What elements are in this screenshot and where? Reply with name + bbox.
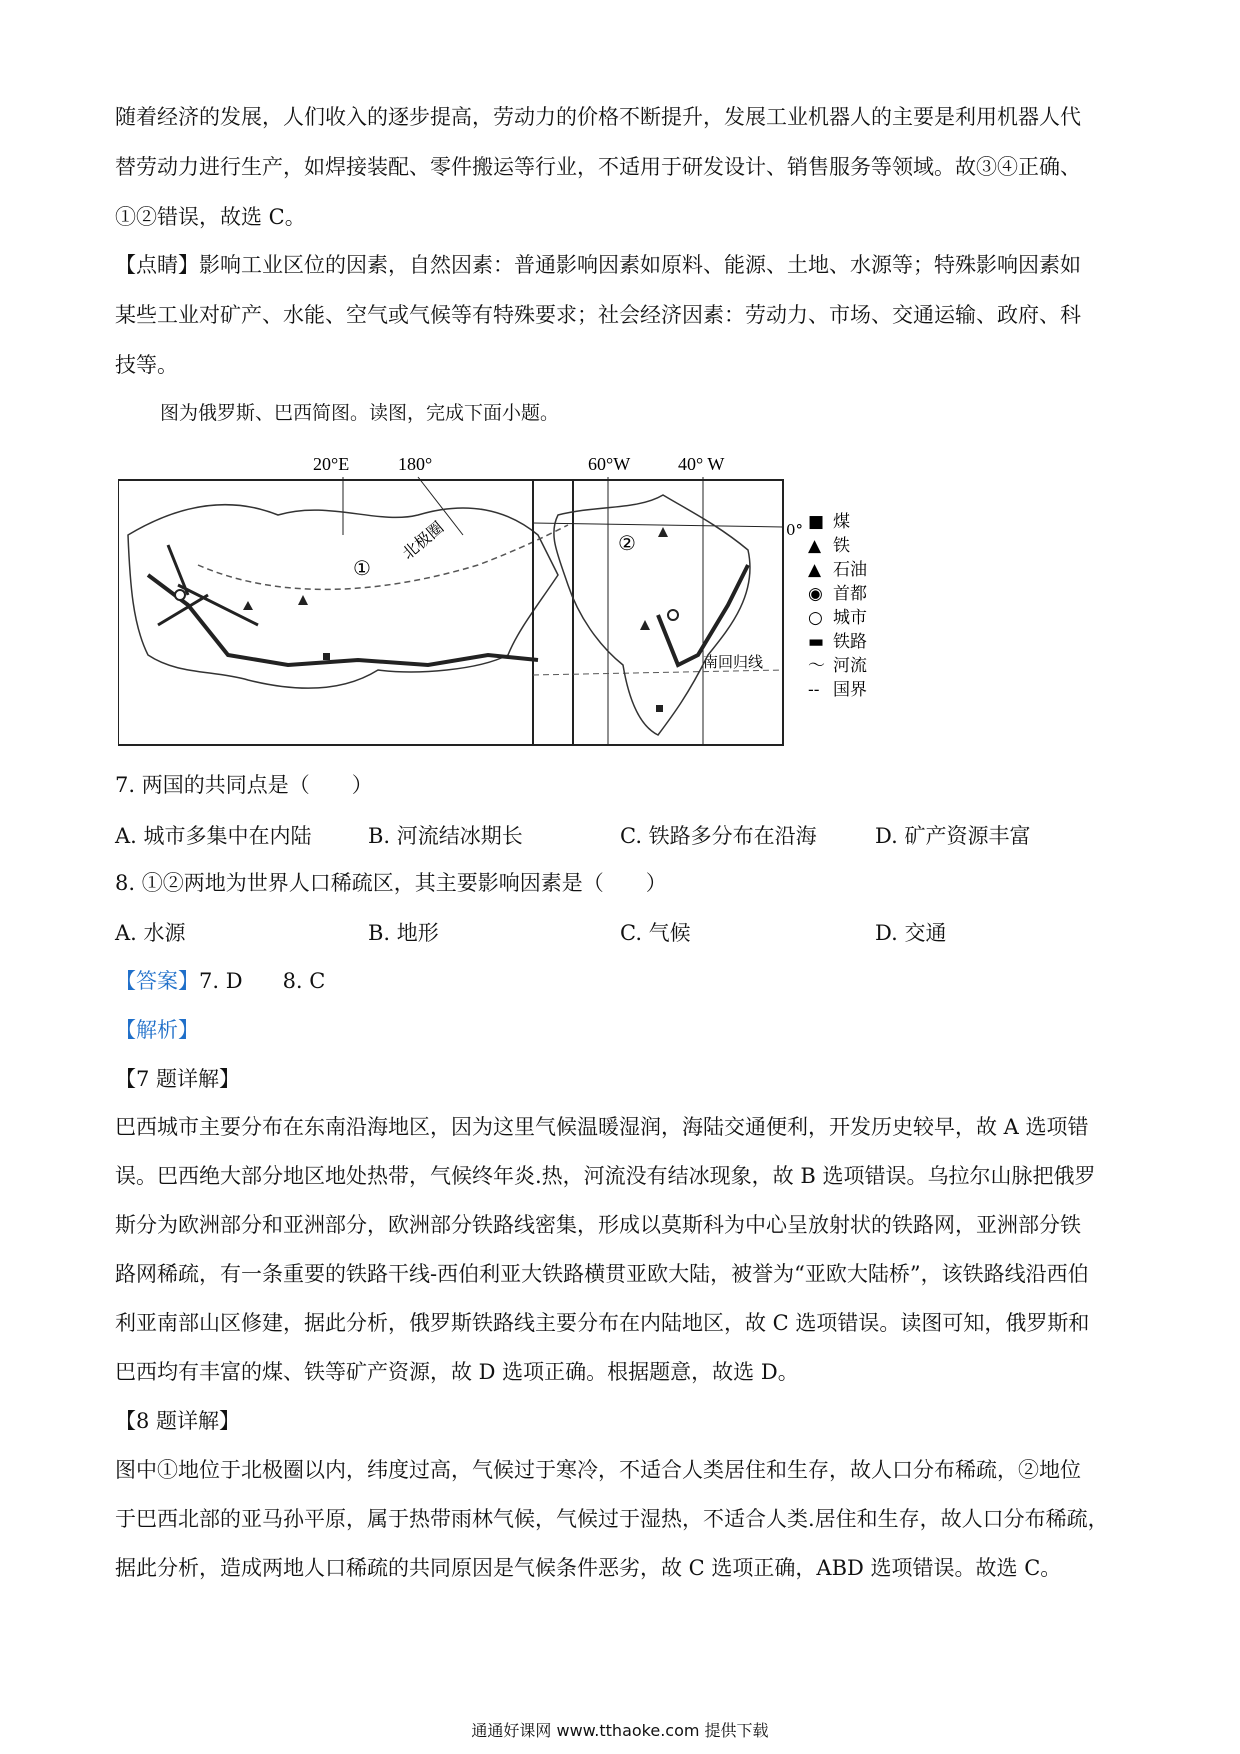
legend-symbol-border: -- bbox=[808, 680, 820, 700]
label-arctic-circle: 北极圈 bbox=[398, 517, 448, 564]
text-line: ①②错误，故选 C。 bbox=[115, 205, 306, 229]
q8-option-d: D. 交通 bbox=[875, 921, 947, 945]
dianjing-section bbox=[115, 250, 1125, 400]
q8-stem: 8. ①②两地为世界人口稀疏区，其主要影响因素是（ ） bbox=[115, 871, 667, 895]
text-line: 巴西城市主要分布在东南沿海地区，因为这里气候温暖湿润，海陆交通便利，开发历史较早，故 A 选项错 bbox=[115, 1115, 1089, 1139]
q7-option-a: A. 城市多集中在内陆 bbox=[115, 824, 312, 848]
dianjing-label: 【点睛】 bbox=[115, 253, 199, 277]
legend-label-border: 国界 bbox=[833, 680, 867, 700]
text-line: 某些工业对矿产、水能、空气或气候等有特殊要求；社会经济因素：劳动力、市场、交通运输、政府、科 bbox=[115, 303, 1081, 327]
moscow-capital-icon bbox=[175, 590, 185, 600]
iron-icon bbox=[243, 601, 253, 610]
q8-detail-title: 【8 题详解】 bbox=[115, 1409, 241, 1433]
top-paragraph bbox=[115, 102, 1125, 252]
q8-option-c: C. 气候 bbox=[620, 921, 691, 945]
text-line: 路网稀疏，有一条重要的铁路干线-西伯利亚大铁路横贯亚欧大陆，被誉为“亚欧大陆桥”，该铁路线沿西伯 bbox=[115, 1262, 1089, 1286]
label-equator: 0° bbox=[786, 521, 804, 539]
label-circle-2: ② bbox=[618, 531, 636, 555]
label-circle-1: ① bbox=[353, 556, 371, 580]
footer-watermark: 通通好课网 www.tthaoke.com 提供下载 bbox=[471, 1721, 769, 1740]
legend-symbol-city: ○ bbox=[808, 608, 823, 628]
text-line: 于巴西北部的亚马孙平原，属于热带雨林气候，气候过于湿热，不适合人类.居住和生存，故人口分布稀疏， bbox=[115, 1507, 1109, 1531]
answer-8: 8. C bbox=[282, 969, 326, 993]
text-line: 巴西均有丰富的煤、铁等矿产资源，故 D 选项正确。根据题意，故选 D。 bbox=[115, 1360, 799, 1384]
text-line: 影响工业区位的因素，自然因素：普通影响因素如原料、能源、土地、水源等；特殊影响因素如 bbox=[199, 253, 1081, 277]
legend-symbol-oil: ▲ bbox=[808, 560, 822, 580]
brazil-tick-60w: 60°W bbox=[588, 455, 631, 474]
q8-option-b: B. 地形 bbox=[368, 921, 439, 945]
legend-symbol-coal: ■ bbox=[808, 512, 825, 532]
answer-line bbox=[115, 966, 1125, 996]
legend-label-capital: 首都 bbox=[833, 584, 867, 604]
legend-label-railway: 铁路 bbox=[833, 632, 867, 652]
text-line: 图中①地位于北极圈以内，纬度过高，气候过于寒冷，不适合人类居住和生存，故人口分布稀疏，②地位 bbox=[115, 1458, 1081, 1482]
brazil-tick-40w: 40° W bbox=[678, 455, 725, 474]
text-line: 误。巴西绝大部分地区地处热带，气候终年炎.热，河流没有结冰现象，故 B 选项错误。乌拉尔山脉把俄罗 bbox=[115, 1164, 1096, 1188]
dianjing-line-1 bbox=[115, 250, 1125, 300]
coal-icon bbox=[323, 653, 330, 660]
text-line: 据此分析，造成两地人口稀疏的共同原因是气候条件恶劣，故 C 选项正确，ABD 选项错误。故选 C。 bbox=[115, 1556, 1062, 1580]
legend-symbol-railway: ▬ bbox=[808, 632, 825, 652]
coal-icon bbox=[656, 705, 663, 712]
text-line: 技等。 bbox=[115, 353, 178, 377]
brasilia-capital-icon bbox=[668, 610, 678, 620]
map-intro: 图为俄罗斯、巴西简图。读图，完成下面小题。 bbox=[160, 402, 560, 424]
russia-tick-20e: 20°E bbox=[313, 455, 350, 474]
q7-option-b: B. 河流结冰期长 bbox=[368, 824, 523, 848]
text-line: 利亚南部山区修建，据此分析，俄罗斯铁路线主要分布在内陆地区，故 C 选项错误。读图可知，俄罗斯和 bbox=[115, 1311, 1090, 1335]
russia-brazil-map bbox=[118, 455, 978, 755]
jiexi-heading: 【解析】 bbox=[115, 1018, 199, 1042]
european-railways bbox=[158, 545, 258, 625]
legend-symbol-river: 〜 bbox=[808, 656, 825, 676]
text-line: 斯分为欧洲部分和亚洲部分，欧洲部分铁路线密集，形成以莫斯科为中心呈放射状的铁路网，亚洲部分铁 bbox=[115, 1213, 1081, 1237]
text-line: 随着经济的发展，人们收入的逐步提高，劳动力的价格不断提升，发展工业机器人的主要是利用机器人代 bbox=[115, 105, 1081, 129]
iron-icon bbox=[658, 527, 668, 537]
q8-option-a: A. 水源 bbox=[115, 921, 186, 945]
legend-label-city: 城市 bbox=[833, 608, 867, 628]
q7-detail-title: 【7 题详解】 bbox=[115, 1067, 241, 1091]
map-legend bbox=[808, 512, 867, 700]
arctic-circle-line bbox=[198, 525, 568, 589]
russia-map bbox=[118, 455, 573, 745]
legend-label-iron: 铁 bbox=[833, 536, 850, 556]
legend-symbol-iron: ▲ bbox=[808, 536, 822, 556]
iron-icon bbox=[640, 620, 650, 630]
legend-label-river: 河流 bbox=[833, 656, 867, 676]
q7-stem: 7. 两国的共同点是（ ） bbox=[115, 773, 373, 797]
answer-7: 7. D bbox=[199, 969, 243, 993]
russia-tick-180: 180° bbox=[398, 455, 433, 474]
text-line: 替劳动力进行生产，如焊接装配、零件搬运等行业，不适用于研发设计、销售服务等领域。故③④正确、 bbox=[115, 155, 1081, 179]
equator-line bbox=[533, 523, 783, 527]
q7-option-c: C. 铁路多分布在沿海 bbox=[620, 824, 817, 848]
q8-detail-body bbox=[115, 1455, 1125, 1602]
q7-option-d: D. 矿产资源丰富 bbox=[875, 824, 1031, 848]
answer-label: 【答案】 bbox=[115, 969, 199, 993]
legend-label-coal: 煤 bbox=[833, 512, 850, 532]
oil-icon bbox=[298, 595, 308, 605]
q7-detail-body bbox=[115, 1112, 1125, 1406]
label-tropic: 南回归线 bbox=[703, 653, 764, 671]
trans-siberian-railway bbox=[148, 575, 538, 665]
legend-label-oil: 石油 bbox=[833, 560, 867, 580]
legend-symbol-capital: ◉ bbox=[808, 584, 823, 604]
